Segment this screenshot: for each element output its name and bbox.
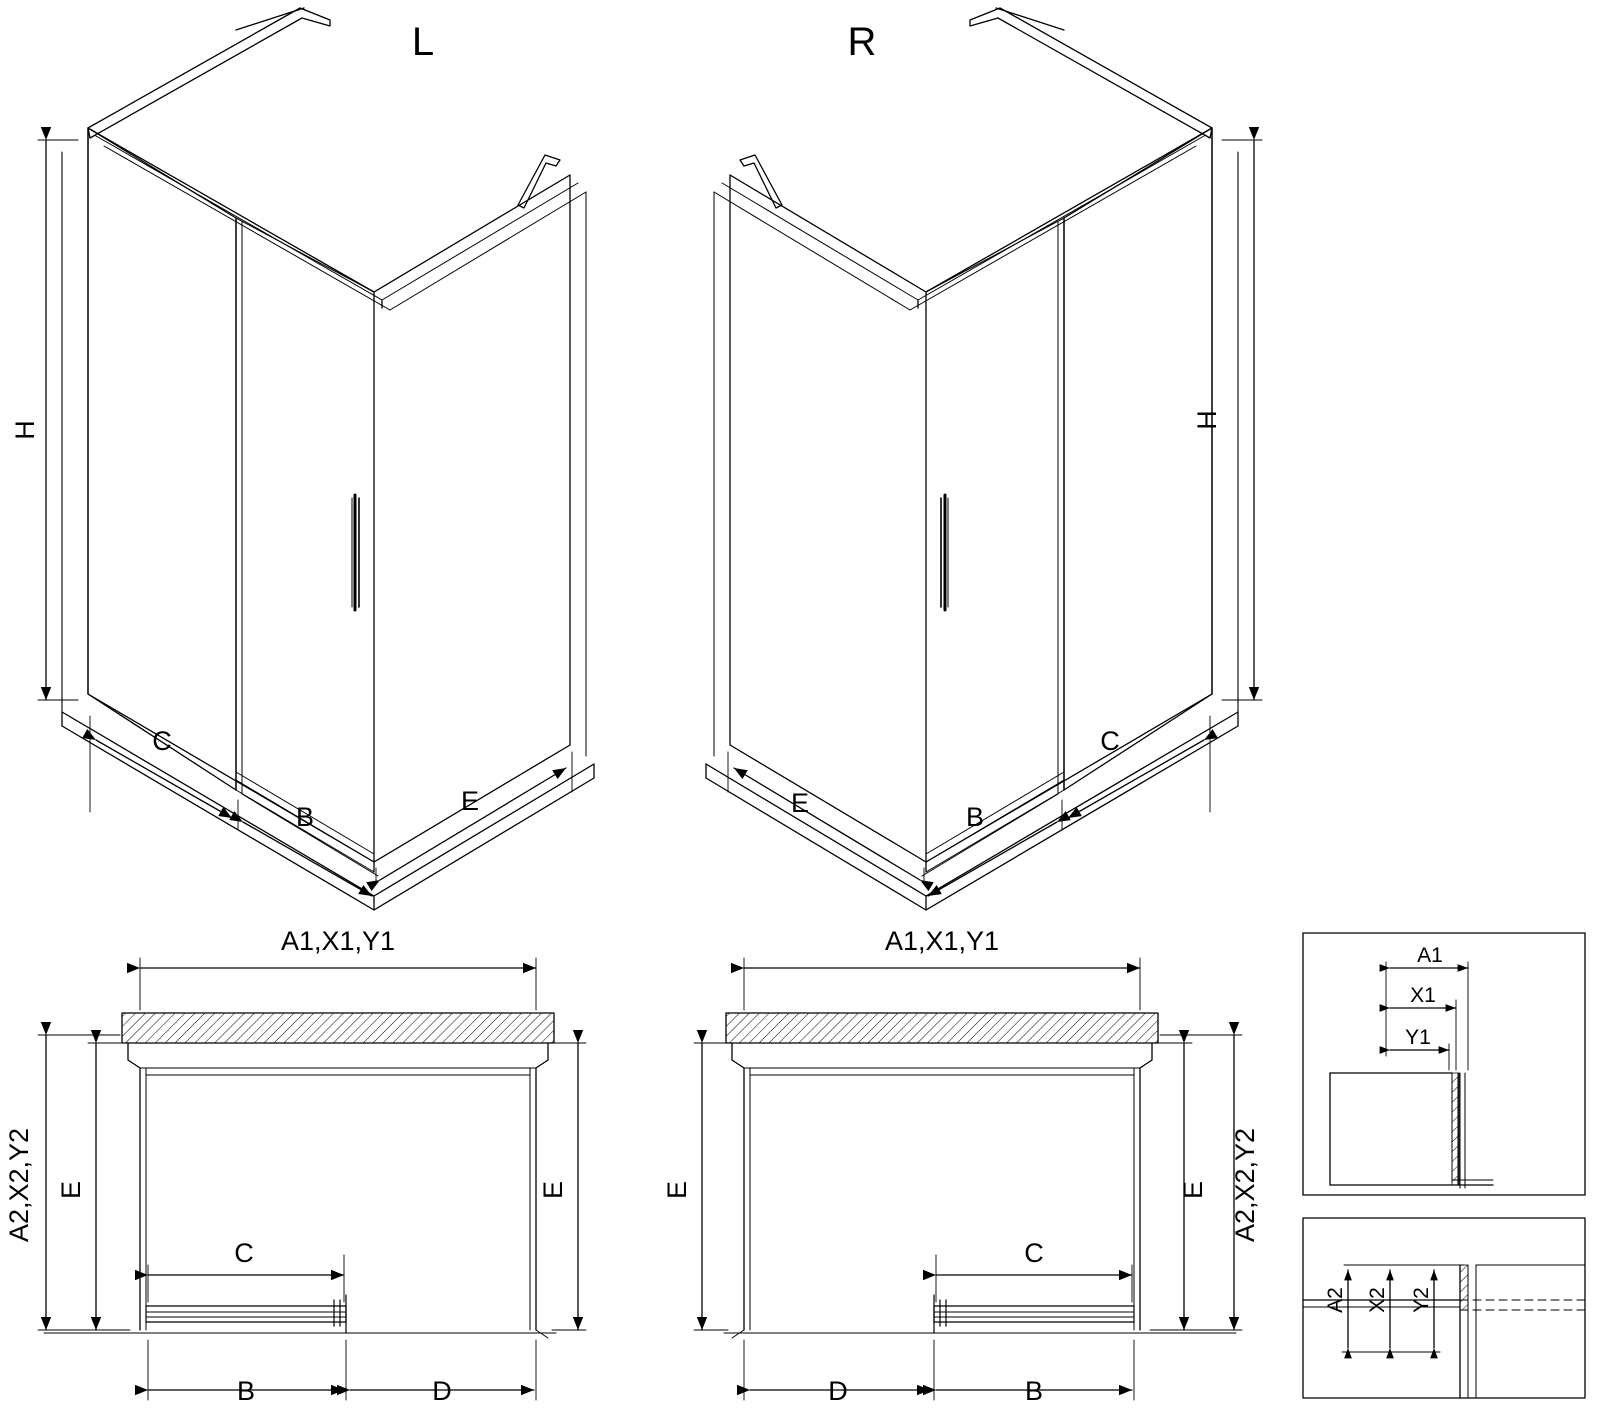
dim-plan-left-E-left: E <box>56 1180 86 1200</box>
dim-iso-left-E: E <box>460 786 480 816</box>
dim-detail-top-Y1: Y1 <box>1405 1026 1431 1049</box>
dim-plan-right-C: C <box>1024 1238 1044 1268</box>
dim-detail-bottom-A2: A2 <box>1324 1287 1347 1313</box>
dim-iso-right-C: C <box>1100 726 1120 756</box>
dim-plan-right-B: B <box>1024 1376 1044 1406</box>
iso-view-right <box>706 8 1262 910</box>
iso-view-left <box>38 8 594 910</box>
dim-plan-left-D: D <box>432 1376 452 1406</box>
label-view-R: R <box>847 20 877 64</box>
dim-plan-right-D: D <box>828 1376 848 1406</box>
dim-plan-left-top: A1,X1,Y1 <box>280 926 396 956</box>
dim-plan-left-B: B <box>236 1376 256 1406</box>
dim-detail-bottom-Y2: Y2 <box>1410 1287 1433 1313</box>
dim-plan-left-E-right: E <box>538 1180 568 1200</box>
dim-iso-left-height: H <box>10 420 40 440</box>
dim-plan-right-top: A1,X1,Y1 <box>884 926 1000 956</box>
dim-iso-left-B: B <box>295 802 315 832</box>
dim-iso-right-E: E <box>790 788 810 818</box>
dim-plan-right-E-right: E <box>1178 1180 1208 1200</box>
dim-iso-right-B: B <box>965 802 985 832</box>
detail-top <box>1303 933 1585 1195</box>
dim-detail-top-A1: A1 <box>1417 944 1443 967</box>
dim-detail-bottom-X2: X2 <box>1366 1287 1389 1313</box>
dim-detail-top-X1: X1 <box>1410 984 1436 1007</box>
plan-view-right <box>694 958 1242 1400</box>
dim-plan-right-outer: A2,X2,Y2 <box>1230 1127 1260 1243</box>
dim-plan-right-E-left: E <box>662 1180 692 1200</box>
dim-plan-left-outer: A2,X2,Y2 <box>4 1127 34 1243</box>
dim-iso-left-C: C <box>152 726 172 756</box>
plan-view-left <box>38 958 586 1400</box>
label-view-L: L <box>411 20 435 64</box>
dim-plan-left-C: C <box>234 1238 254 1268</box>
dim-iso-right-height: H <box>1192 410 1222 430</box>
